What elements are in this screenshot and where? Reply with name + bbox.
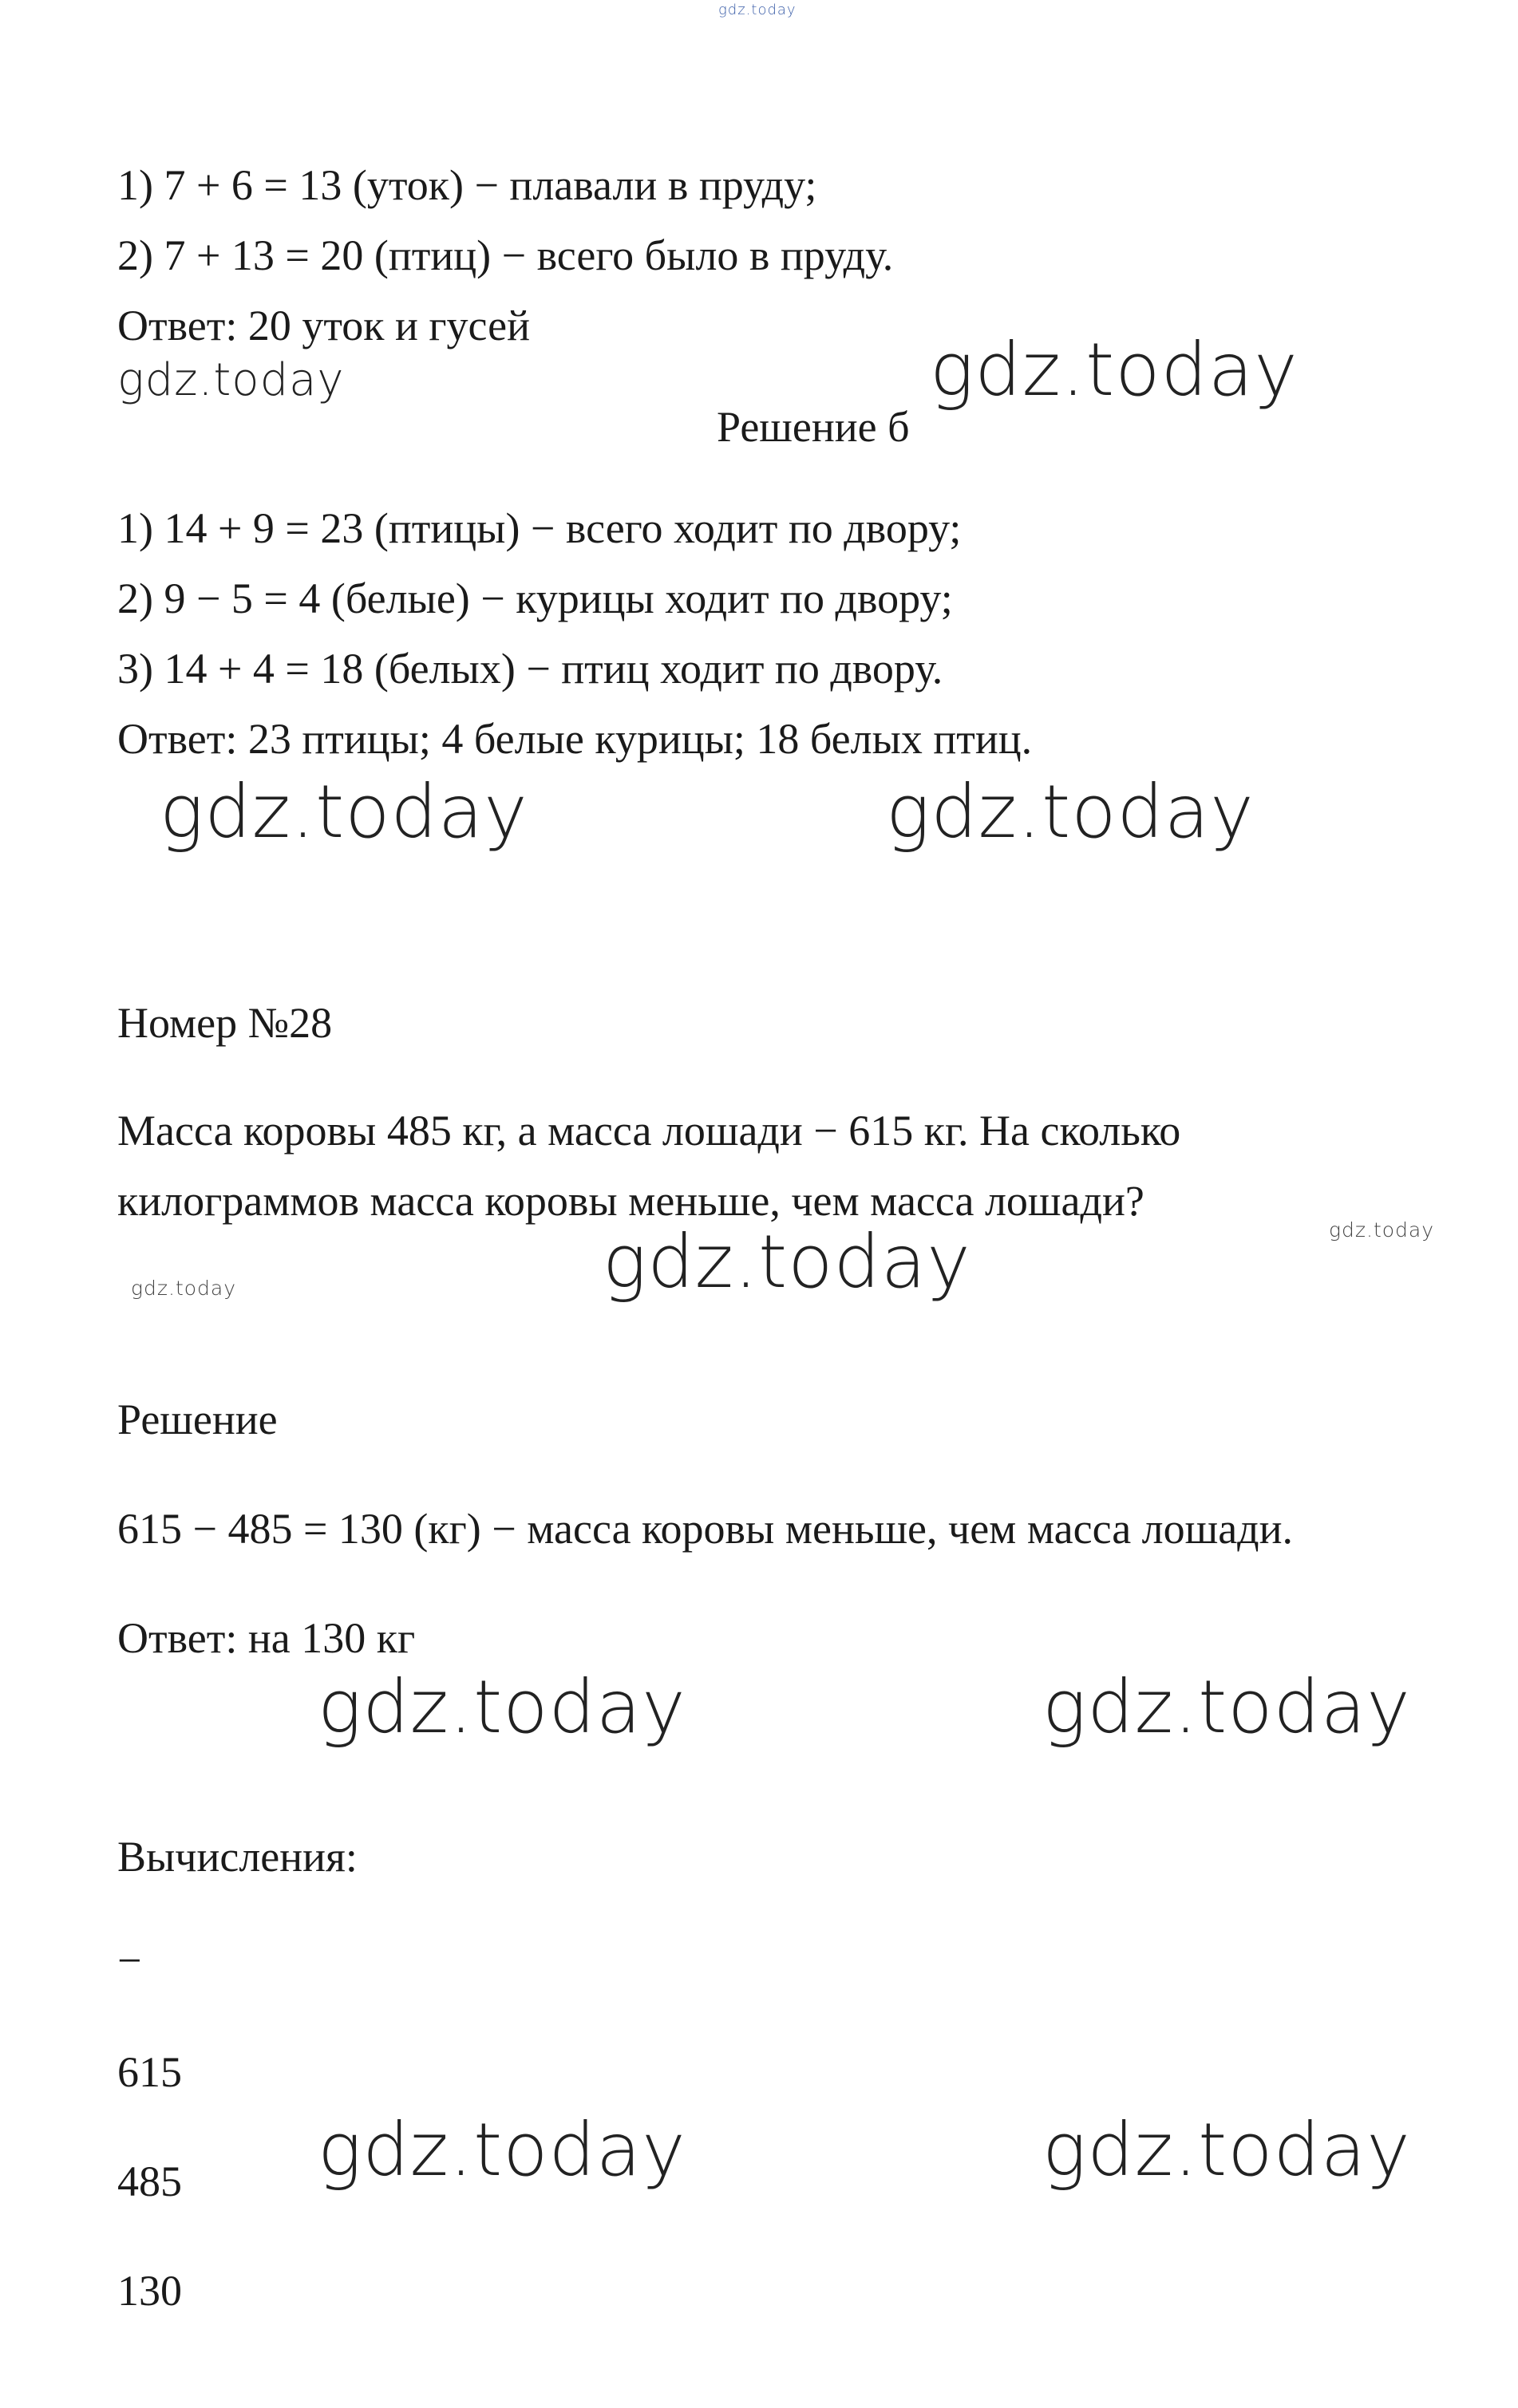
watermark: gdz.today: [160, 769, 528, 855]
part-b-line-3: 3) 14 + 4 = 18 (белых) − птиц ходит по двору.: [117, 645, 943, 693]
watermark: gdz.today: [930, 327, 1299, 413]
watermark: gdz.today: [603, 1219, 971, 1305]
calc-operator: −: [117, 1936, 142, 1984]
part-a-line-1: 1) 7 + 6 = 13 (уток) − плавали в пруду;: [117, 161, 817, 209]
watermark: gdz.today: [886, 769, 1255, 855]
watermark: gdz.today: [318, 1664, 686, 1750]
part-a-line-2: 2) 7 + 13 = 20 (птиц) − всего было в пруду.: [117, 231, 894, 279]
calc-minuend: 615: [117, 2048, 182, 2096]
watermark: gdz.today: [1042, 2107, 1411, 2193]
solution-heading: Решение: [117, 1395, 278, 1443]
watermark: gdz.today: [318, 2107, 686, 2193]
task-statement-line-1: Масса коровы 485 кг, а масса лошади − 615 кг. На сколько: [117, 1107, 1181, 1155]
part-a-answer: Ответ: 20 уток и гусей: [117, 302, 531, 349]
calc-result: 130: [117, 2267, 182, 2315]
calc-heading: Вычисления:: [117, 1833, 358, 1881]
part-b-heading: Решение б: [717, 403, 910, 451]
calc-subtrahend: 485: [117, 2157, 182, 2205]
watermark: gdz.today: [1329, 1218, 1435, 1242]
task-statement-line-2: килограммов масса коровы меньше, чем масса лошади?: [117, 1177, 1144, 1225]
watermark: gdz.today: [117, 354, 345, 406]
solution-answer: Ответ: на 130 кг: [117, 1614, 416, 1662]
part-b-line-2: 2) 9 − 5 = 4 (белые) − курицы ходит по двору;: [117, 574, 953, 622]
part-b-answer: Ответ: 23 птицы; 4 белые курицы; 18 белых птиц.: [117, 715, 1033, 763]
part-b-line-1: 1) 14 + 9 = 23 (птицы) − всего ходит по двору;: [117, 504, 962, 552]
task-title: Номер №28: [117, 999, 333, 1047]
watermark: gdz.today: [131, 1277, 237, 1300]
watermark: gdz.today: [1042, 1664, 1411, 1750]
solution-line: 615 − 485 = 130 (кг) − масса коровы меньше, чем масса лошади.: [117, 1505, 1294, 1553]
watermark-top: gdz.today: [718, 2, 797, 18]
